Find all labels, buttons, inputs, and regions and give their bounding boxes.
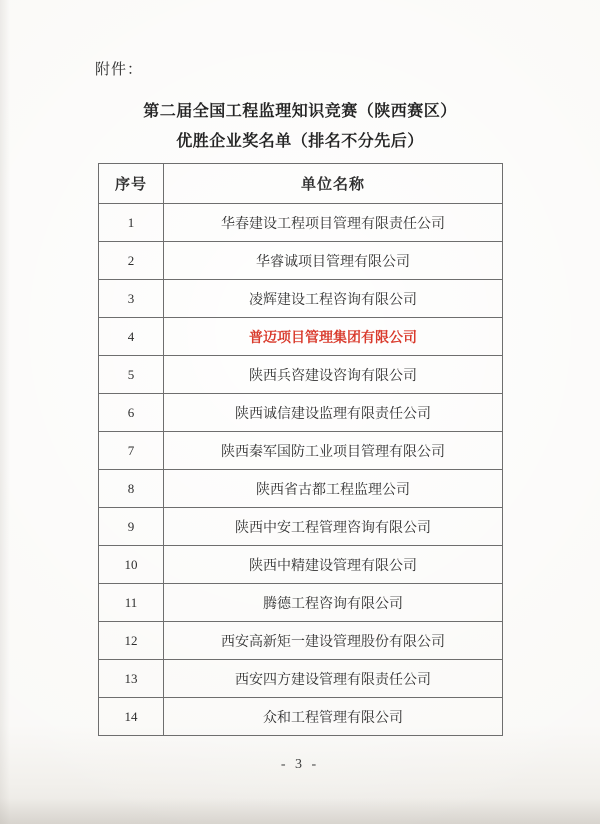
cell-index: 10	[99, 546, 164, 584]
cell-name: 凌辉建设工程咨询有限公司	[164, 280, 503, 318]
cell-name: 陕西中精建设管理有限公司	[164, 546, 503, 584]
table-row	[99, 204, 503, 242]
cell-index: 3	[99, 280, 164, 318]
cell-index: 8	[99, 470, 164, 508]
cell-index: 13	[99, 660, 164, 698]
table-row	[99, 508, 503, 546]
table-row	[99, 280, 503, 318]
table-row	[99, 242, 503, 280]
document-title-line1: 第二届全国工程监理知识竞赛（陕西赛区）	[143, 103, 457, 120]
header-cell-index: 序号	[99, 164, 164, 204]
table-row	[99, 622, 503, 660]
document-title-line2: 优胜企业奖名单（排名不分先后）	[176, 133, 424, 150]
cell-index: 1	[99, 204, 164, 242]
cell-name: 陕西兵咨建设咨询有限公司	[164, 356, 503, 394]
cell-name: 陕西秦军国防工业项目管理有限公司	[164, 432, 503, 470]
cell-index: 12	[99, 622, 164, 660]
attachment-label: 附件：	[95, 62, 144, 78]
cell-name: 西安四方建设管理有限责任公司	[164, 660, 503, 698]
table-row	[99, 546, 503, 584]
table-row	[99, 584, 503, 622]
page-number: - 3 -	[280, 757, 320, 772]
cell-index: 14	[99, 698, 164, 736]
cell-index: 11	[99, 584, 164, 622]
table-row	[99, 318, 503, 356]
cell-name: 陕西诚信建设监理有限责任公司	[164, 394, 503, 432]
scan-edge-bottom	[0, 798, 600, 824]
table-row	[99, 394, 503, 432]
header-cell-name: 单位名称	[164, 164, 503, 204]
cell-index: 7	[99, 432, 164, 470]
cell-index: 4	[99, 318, 164, 356]
cell-name: 普迈项目管理集团有限公司	[164, 318, 503, 356]
table-row	[99, 660, 503, 698]
cell-index: 9	[99, 508, 164, 546]
cell-name: 华春建设工程项目管理有限责任公司	[164, 204, 503, 242]
table-row	[99, 698, 503, 736]
award-table	[98, 163, 503, 736]
scan-edge-left	[0, 0, 10, 824]
cell-index: 2	[99, 242, 164, 280]
table-row	[99, 432, 503, 470]
cell-index: 6	[99, 394, 164, 432]
table-header-row	[99, 164, 503, 204]
cell-name: 众和工程管理有限公司	[164, 698, 503, 736]
table-row	[99, 356, 503, 394]
cell-name: 腾德工程咨询有限公司	[164, 584, 503, 622]
cell-index: 5	[99, 356, 164, 394]
cell-name: 西安高新矩一建设管理股份有限公司	[164, 622, 503, 660]
cell-name: 华睿诚项目管理有限公司	[164, 242, 503, 280]
cell-name: 陕西省古都工程监理公司	[164, 470, 503, 508]
table-row	[99, 470, 503, 508]
cell-name: 陕西中安工程管理咨询有限公司	[164, 508, 503, 546]
award-table-body	[99, 204, 503, 736]
